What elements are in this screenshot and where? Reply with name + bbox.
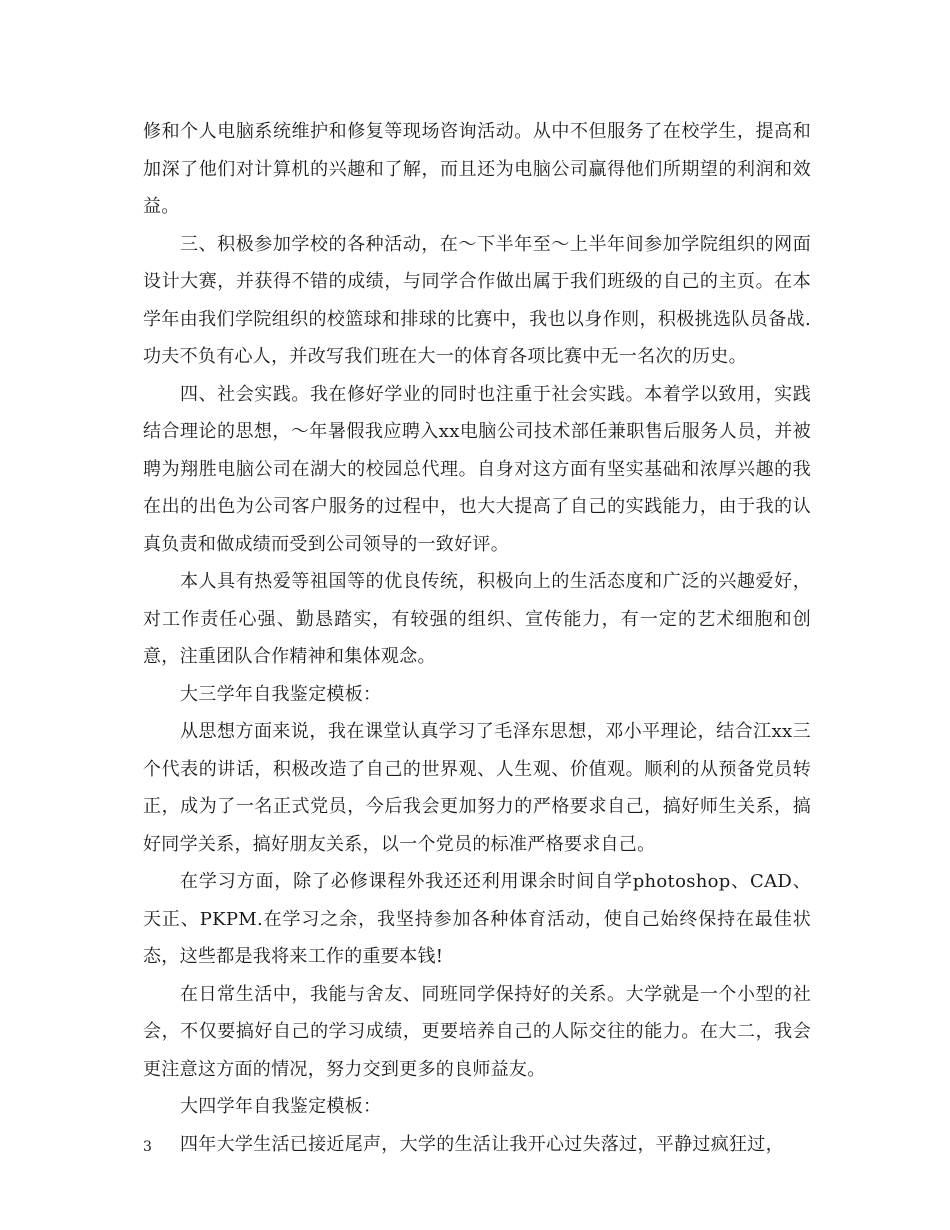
paragraph-7: 在学习方面，除了必修课程外我还还利用课余时间自学photoshop、CAD、天正、PKPM.在学习之余，我坚持参加各种体育活动，使自己始终保持在最佳状态，这些都是我将来工作的重要本钱! [143, 871, 811, 967]
paragraph-4: 本人具有热爱等祖国等的优良传统，积极向上的生活态度和广泛的兴趣爱好，对工作责任心强、勤恳踏实，有较强的组织、宣传能力，有一定的艺术细胞和创意，注重团队合作精神和集体观念。 [143, 571, 811, 667]
document-body [143, 113, 811, 1163]
paragraph-10: 四年大学生活已接近尾声，大学的生活让我开心过失落过，平静过疯狂过， [180, 1133, 784, 1155]
paragraph-1: 修和个人电脑系统维护和修复等现场咨询活动。从中不但服务了在校学生，提高和加深了他们对计算机的兴趣和了解，而且还为电脑公司赢得他们所期望的利润和效益。 [143, 121, 811, 217]
page-number: 3 [143, 1139, 152, 1155]
section-heading-year-three: 大三学年自我鉴定模板： [180, 683, 382, 705]
paragraph-2: 三、积极参加学校的各种活动，在～下半年至～上半年间参加学院组织的网面设计大赛，并获得不错的成绩，与同学合作做出属于我们班级的自己的主页。在本学年由我们学院组织的校篮球和排球的比赛中，我也以身作则，积极挑选队员备战.功夫不负有心人，并改写我们班在大一的体育各项比赛中无一名次的历史。 [143, 233, 811, 367]
section-heading-year-four: 大四学年自我鉴定模板： [180, 1096, 382, 1117]
paragraph-8: 在日常生活中，我能与舍友、同班同学保持好的关系。大学就是一个小型的社会，不仅要搞好自己的学习成绩，更要培养自己的人际交往的能力。在大二，我会更注意这方面的情况，努力交到更多的良师益友。 [143, 983, 811, 1080]
paragraph-6: 从思想方面来说，我在课堂认真学习了毛泽东思想，邓小平理论，结合江xx三个代表的讲话，积极改造了自己的世界观、人生观、价值观。顺利的从预备党员转正，成为了一名正式党员，今后我会更加努力的严格要求自己，搞好师生关系，搞好同学关系，搞好朋友关系，以一个党员的标准严格要求自己。 [143, 721, 811, 855]
paragraph-3: 四、社会实践。我在修好学业的同时也注重于社会实践。本着学以致用，实践结合理论的思想，～年暑假我应聘入xx电脑公司技术部任兼职售后服务人员，并被聘为翔胜电脑公司在湖大的校园总代理。自身对这方面有坚实基础和浓厚兴趣的我在出的出色为公司客户服务的过程中，也大大提高了自己的实践能力，由于我的认真负责和做成绩而受到公司领导的一致好评。 [143, 383, 811, 555]
